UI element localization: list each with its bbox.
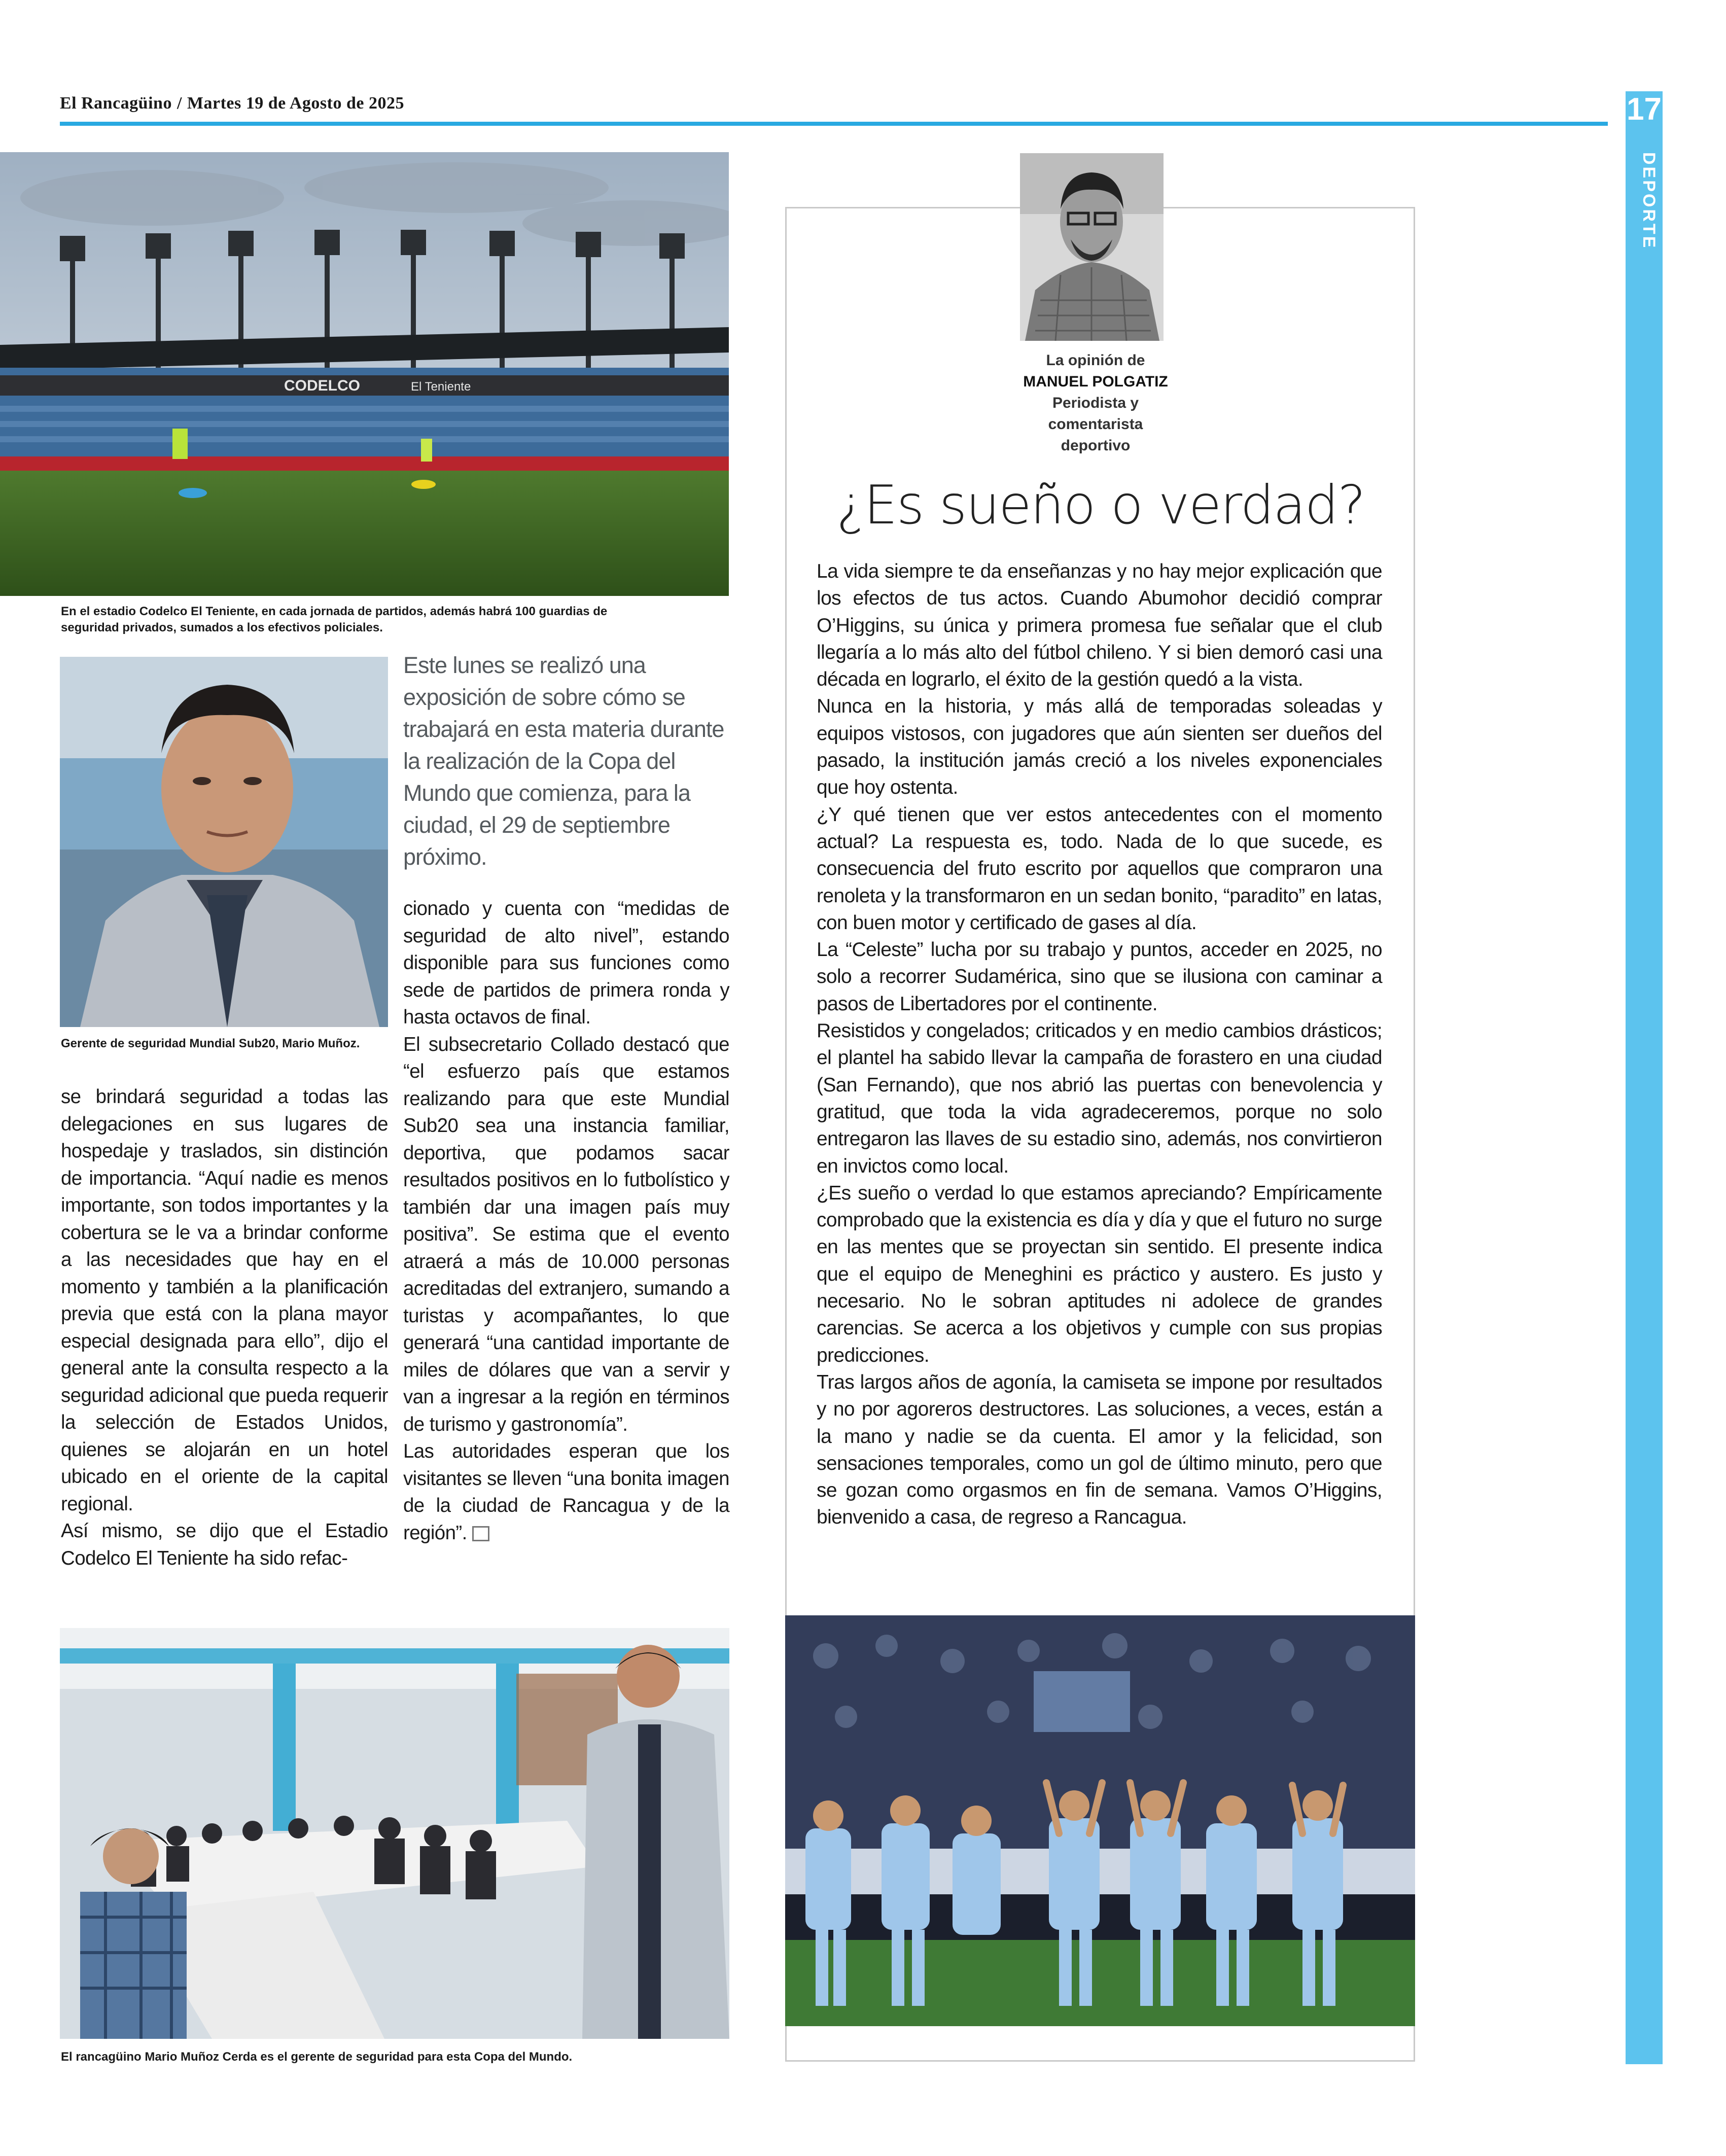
end-mark-icon	[472, 1526, 489, 1541]
header-rule	[60, 122, 1608, 126]
stand-banner-teniente: El Teniente	[411, 380, 471, 394]
article-column-left	[61, 1083, 388, 1572]
opinion-paragraph: La “Celeste” lucha por su trabajo y puntos, acceder en 2025, no solo a recorrer Sudamérica, sino que se ilusiona con caminar a pasos de Libertadores por el continente.	[817, 939, 1382, 1015]
stadium-photo-caption: En el estadio Codelco El Teniente, en cada jornada de partidos, además habrá 100 guardias de seguridad privados, sumados a los efectivos policiales.	[61, 605, 608, 634]
portrait-photo-caption: Gerente de seguridad Mundial Sub20, Mario Muñoz.	[61, 1037, 360, 1050]
portrait-photo	[60, 657, 388, 1027]
page-number: 17	[1627, 92, 1662, 127]
opinion-body	[817, 558, 1382, 1531]
article-left-paragraph: Así mismo, se dijo que el Estadio Codelco El Teniente ha sido refac-	[61, 1520, 388, 1569]
article-right-paragraph-text: Las autoridades esperan que los visitantes se lleven “una bonita imagen de la ciudad de Rancagua y de la región”.	[403, 1440, 729, 1544]
article-right-paragraph	[403, 1438, 729, 1546]
newspaper-name: El Rancagüino	[60, 94, 172, 113]
meeting-photo	[60, 1628, 729, 2039]
article-left-paragraph: se brindará seguridad a todas las delegaciones en sus lugares de hospedaje y traslados, sin distinción de importancia. “Aquí nadie es menos importante, son todos importantes y la cobertura se le va a brindar conforme a las necesidades que hay en el momento y también a la planificación previa que está con la plana mayor especial designada para ello”, dijo el general ante la consulta respecto a la seguridad adicional que pueda requerir la selección de Estados Unidos, quienes se alojarán en un hotel ubicado en el oriente de la capital regional.	[61, 1086, 389, 1515]
section-label: DEPORTE	[1639, 152, 1659, 250]
header-separator: /	[177, 94, 182, 113]
opinion-paragraph: ¿Y qué tienen que ver estos antecedentes con el momento actual? La respuesta es, todo. Nada de lo que sucede, es consecuencia del fruto escrito por aquellos que compraron una renoleta y la transformaron en un sedan bonito, “paradito” en latas, con buen motor y certificado de gases al día.	[817, 803, 1382, 934]
opinion-title: ¿Es sueño o verdad?	[836, 474, 1365, 536]
issue-date: Martes 19 de Agosto de 2025	[187, 94, 404, 113]
article-right-paragraph: El subsecretario Collado destacó que “el esfuerzo país que estamos realizando para que este Mundial Sub20 sea una instancia familiar, deportiva, que podamos sacar resultados positivos en lo futbolístico y también dar una imagen país muy positiva”. Se estima que el evento atraerá a más de 10.000 personas acreditadas del extranjero, sumando a turistas y acompañantes, lo que generará “una cantidad importante de miles de dólares que van a servir y van a ingresar a la región en términos de turismo y gastronomía”.	[403, 1033, 729, 1435]
section-sidebar	[1626, 91, 1663, 2064]
team-photo	[785, 1615, 1415, 2026]
columnist-credit	[954, 350, 1238, 456]
article-right-paragraph: cionado y cuenta con “medidas de seguridad de alto nivel”, estando disponible para sus funciones como sede de partidos de primera ronda y hasta octavos de final.	[403, 898, 729, 1028]
opinion-kicker: La opinión de	[1046, 352, 1145, 369]
columnist-role: Periodista y comentarista deportivo	[1048, 395, 1143, 454]
opinion-paragraph: La vida siempre te da enseñanzas y no hay mejor explicación que los efectos de tus actos. Cuando Abumohor decidió comprar O’Higgins, su única y primera promesa fue señalar que el club llegaría a lo más alto del fútbol chileno. Y si bien demoró casi una década en lograrlo, el éxito de la gestión quedó a la vista.	[817, 560, 1382, 691]
article-lead: Este lunes se realizó una exposición de sobre cómo se trabajará en esta materia durante la realización de la Copa del Mundo que comienza, para la ciudad, el 29 de septiembre próximo.	[403, 652, 724, 870]
meeting-photo-caption: El rancagüino Mario Muñoz Cerda es el gerente de seguridad para esta Copa del Mundo.	[61, 2050, 573, 2064]
columnist-name: MANUEL POLGATIZ	[1023, 373, 1168, 390]
columnist-photo	[1020, 153, 1164, 341]
opinion-paragraph: ¿Es sueño o verdad lo que estamos apreciando? Empíricamente comprobado que la existencia es día y día y que el futuro no surge en las mentes que se proyectan sin sentido. El presente indica que el equipo de Meneghini es práctico y austero. Es justo y necesario. No le sobran aptitudes ni adolece de grandes carencias. Se acerca a los objetivos y cumple con sus propias predicciones.	[817, 1182, 1382, 1366]
stand-banner-codelco: CODELCO	[284, 377, 360, 394]
opinion-paragraph: Nunca en la historia, y más allá de temporadas soleadas y equipos vistosos, con jugadores que aún sienten ser dueños del pasado, la institución jamás creció a los niveles exponenciales que hoy ostenta.	[817, 695, 1382, 799]
article-column-right	[403, 895, 729, 1546]
stadium-photo	[0, 152, 729, 596]
opinion-paragraph: Resistidos y congelados; criticados y en medio cambios drásticos; el plantel ha sabido llevar la campaña de forastero en una ciudad (San Fernando), que nos abrió las puertas con benevolencia y gratitud, que toda la vida agradeceremos, porque no solo entregaron las llaves de su estadio sino, además, nos convirtieron en invictos como local.	[817, 1020, 1382, 1177]
opinion-paragraph: Tras largos años de agonía, la camiseta se impone por resultados y no por agoreros destructores. Las soluciones, a veces, están a la mano y nadie se da cuenta. El amor y la felicidad, son sensaciones temporales, como un gol de último minuto, pero que se gozan como orgasmos en fin de semana. Vamos O’Higgins, bienvenido a casa, de regreso a Rancagua.	[817, 1371, 1382, 1529]
page-header	[60, 94, 404, 113]
